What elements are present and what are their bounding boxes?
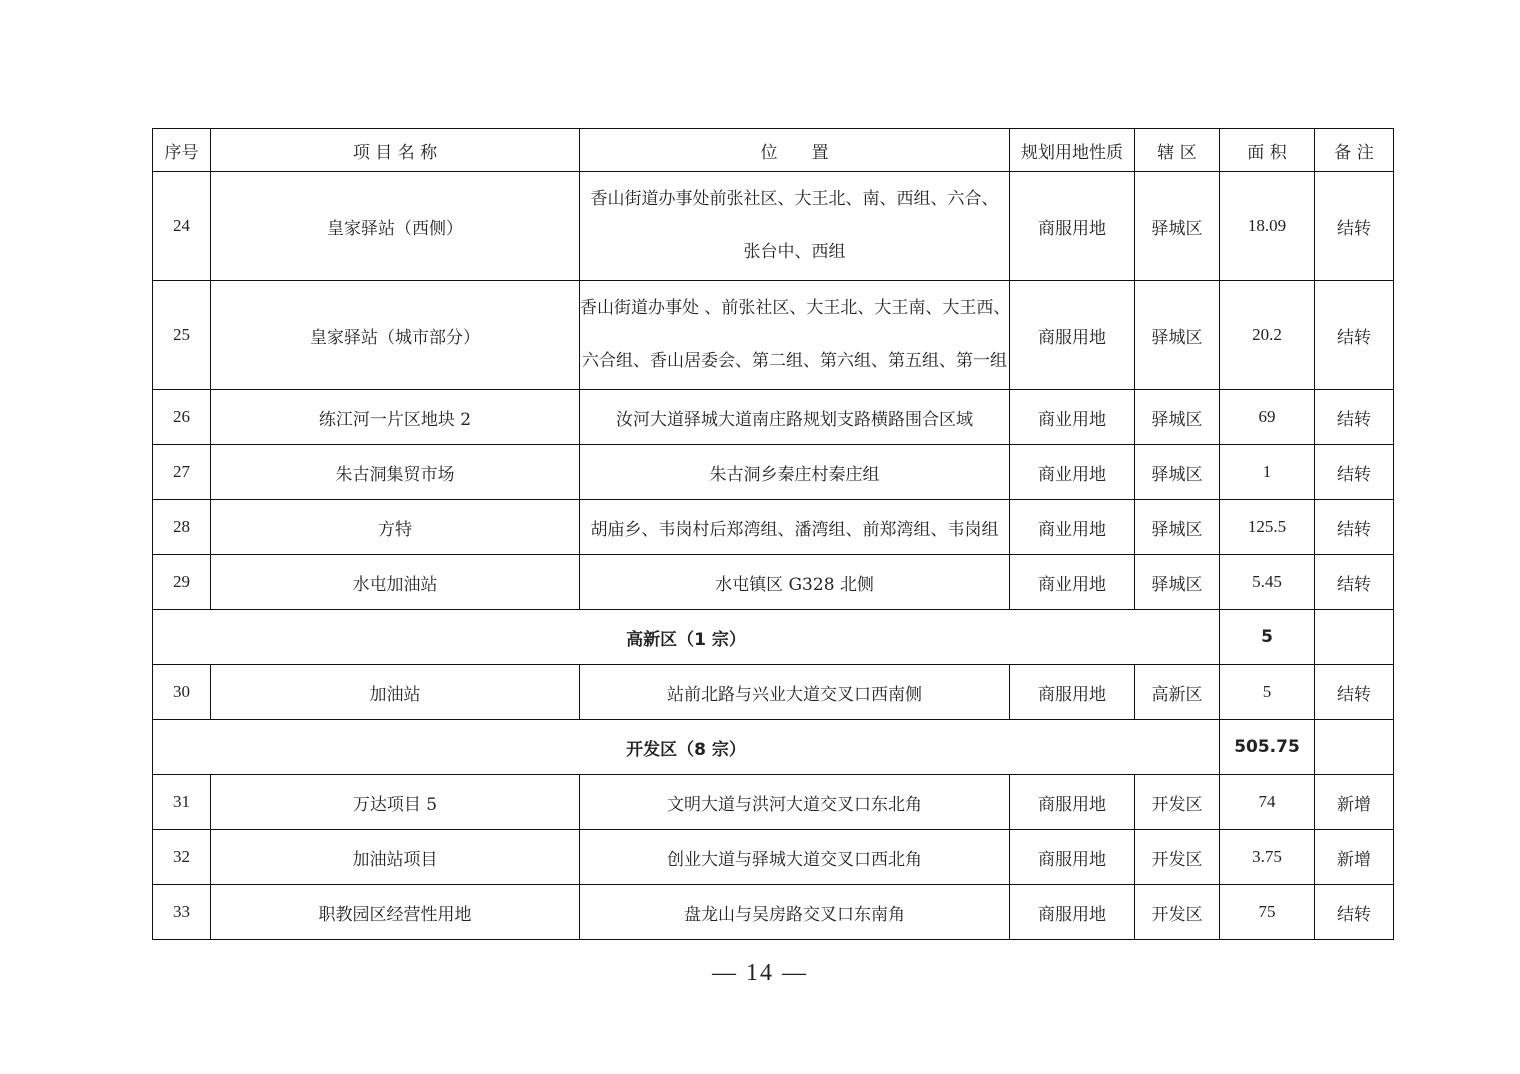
row-note: 新增 (1315, 830, 1394, 885)
row-project-name: 水屯加油站 (211, 555, 580, 610)
row-index: 29 (153, 555, 211, 610)
header-area: 面 积 (1220, 129, 1315, 172)
row-land-use: 商服用地 (1010, 830, 1135, 885)
row-location: 站前北路与兴业大道交叉口西南侧 (580, 665, 1010, 720)
row-location (580, 281, 1010, 390)
row-location: 胡庙乡、韦岗村后郑湾组、潘湾组、前郑湾组、韦岗组 (580, 500, 1010, 555)
section-row (153, 720, 1394, 775)
row-project-name: 方特 (211, 500, 580, 555)
row-land-use: 商服用地 (1010, 885, 1135, 940)
row-index: 31 (153, 775, 211, 830)
row-land-use: 商业用地 (1010, 555, 1135, 610)
row-district: 开发区 (1135, 830, 1220, 885)
row-land-use: 商服用地 (1010, 775, 1135, 830)
row-note: 结转 (1315, 281, 1394, 390)
table-row (153, 445, 1394, 500)
row-district: 驿城区 (1135, 500, 1220, 555)
location-line: 香山街道办事处前张社区、大王北、南、西组、六合、 (590, 189, 999, 209)
row-location: 创业大道与驿城大道交叉口西北角 (580, 830, 1010, 885)
row-district: 驿城区 (1135, 390, 1220, 445)
row-location: 朱古洞乡秦庄村秦庄组 (580, 445, 1010, 500)
table-row (153, 775, 1394, 830)
table-row (153, 390, 1394, 445)
row-index: 27 (153, 445, 211, 500)
row-area: 5.45 (1220, 555, 1315, 610)
row-district: 驿城区 (1135, 172, 1220, 281)
header-district: 辖 区 (1135, 129, 1220, 172)
row-land-use: 商业用地 (1010, 445, 1135, 500)
header-index: 序号 (153, 129, 211, 172)
row-area: 69 (1220, 390, 1315, 445)
row-index: 32 (153, 830, 211, 885)
table-row (153, 665, 1394, 720)
section-note (1315, 610, 1394, 665)
table-header-row (153, 129, 1394, 172)
table-row (153, 555, 1394, 610)
row-area: 18.09 (1220, 172, 1315, 281)
row-index: 30 (153, 665, 211, 720)
row-district: 开发区 (1135, 885, 1220, 940)
row-index: 28 (153, 500, 211, 555)
row-note: 结转 (1315, 445, 1394, 500)
row-district: 驿城区 (1135, 445, 1220, 500)
section-area: 5 (1220, 610, 1315, 665)
row-land-use: 商业用地 (1010, 500, 1135, 555)
section-note (1315, 720, 1394, 775)
row-land-use: 商业用地 (1010, 390, 1135, 445)
row-index: 33 (153, 885, 211, 940)
row-note: 结转 (1315, 665, 1394, 720)
location-line: 张台中、西组 (743, 242, 846, 262)
row-area: 5 (1220, 665, 1315, 720)
row-index: 26 (153, 390, 211, 445)
row-index: 25 (153, 281, 211, 390)
row-area: 20.2 (1220, 281, 1315, 390)
section-row (153, 610, 1394, 665)
row-area: 3.75 (1220, 830, 1315, 885)
row-project-name: 练江河一片区地块 2 (211, 390, 580, 445)
table-row (153, 885, 1394, 940)
row-note: 结转 (1315, 172, 1394, 281)
row-location: 汝河大道驿城大道南庄路规划支路横路围合区域 (580, 390, 1010, 445)
location-line: 香山街道办事处 、前张社区、大王北、大王南、大王西、 (580, 298, 1011, 318)
row-district: 驿城区 (1135, 555, 1220, 610)
row-area: 125.5 (1220, 500, 1315, 555)
row-district: 高新区 (1135, 665, 1220, 720)
row-area: 75 (1220, 885, 1315, 940)
row-location: 文明大道与洪河大道交叉口东北角 (580, 775, 1010, 830)
row-project-name: 职教园区经营性用地 (211, 885, 580, 940)
page-number: — 14 — (712, 960, 808, 986)
row-location: 盘龙山与吴房路交叉口东南角 (580, 885, 1010, 940)
row-project-name: 朱古洞集贸市场 (211, 445, 580, 500)
header-note: 备 注 (1315, 129, 1394, 172)
row-location (580, 172, 1010, 281)
row-index: 24 (153, 172, 211, 281)
row-project-name: 加油站项目 (211, 830, 580, 885)
row-land-use: 商服用地 (1010, 281, 1135, 390)
row-note: 结转 (1315, 555, 1394, 610)
land-parcel-table (152, 128, 1394, 940)
row-note: 结转 (1315, 390, 1394, 445)
row-note: 结转 (1315, 500, 1394, 555)
row-area: 1 (1220, 445, 1315, 500)
table-row (153, 830, 1394, 885)
section-label: 高新区（1 宗） (153, 610, 1220, 665)
table-body (153, 172, 1394, 940)
row-area: 74 (1220, 775, 1315, 830)
row-district: 开发区 (1135, 775, 1220, 830)
section-label: 开发区（8 宗） (153, 720, 1220, 775)
section-area: 505.75 (1220, 720, 1315, 775)
row-land-use: 商服用地 (1010, 665, 1135, 720)
header-land-use: 规划用地性质 (1010, 129, 1135, 172)
row-note: 结转 (1315, 885, 1394, 940)
location-line: 六合组、香山居委会、第二组、第六组、第五组、第一组 (582, 351, 1007, 371)
row-project-name: 万达项目 5 (211, 775, 580, 830)
table-row (153, 281, 1394, 390)
row-land-use: 商服用地 (1010, 172, 1135, 281)
row-location: 水屯镇区 G328 北侧 (580, 555, 1010, 610)
header-location: 位 置 (580, 129, 1010, 172)
row-project-name: 皇家驿站（西侧） (211, 172, 580, 281)
row-note: 新增 (1315, 775, 1394, 830)
row-project-name: 皇家驿站（城市部分） (211, 281, 580, 390)
table-row (153, 500, 1394, 555)
row-project-name: 加油站 (211, 665, 580, 720)
header-project-name: 项 目 名 称 (211, 129, 580, 172)
table-row (153, 172, 1394, 281)
row-district: 驿城区 (1135, 281, 1220, 390)
